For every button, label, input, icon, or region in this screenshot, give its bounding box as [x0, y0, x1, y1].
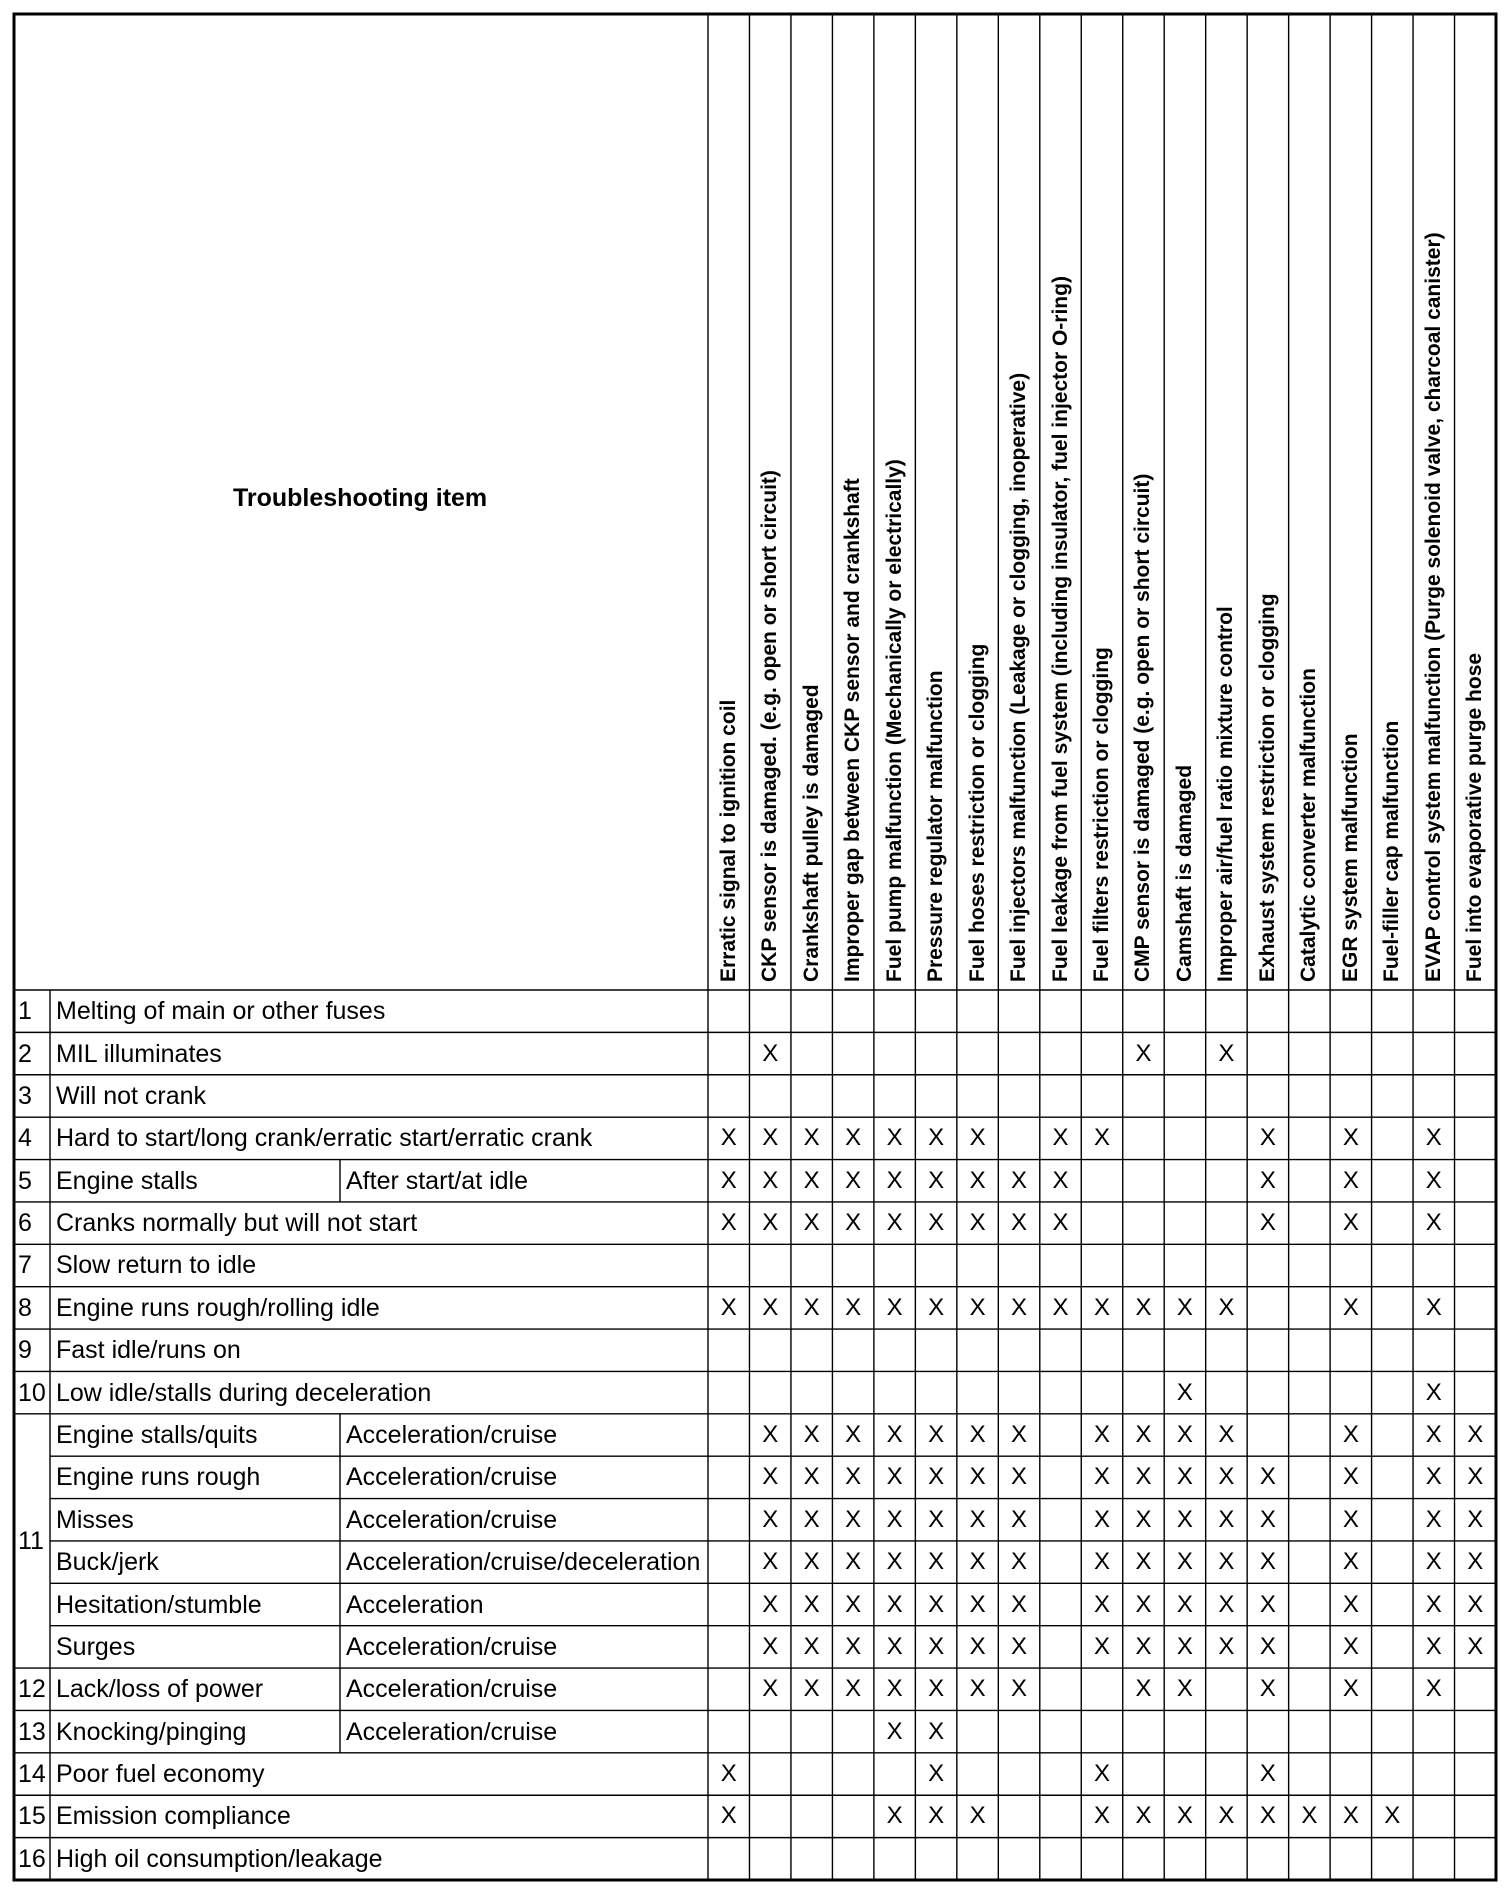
x-mark: X [1176, 1548, 1193, 1576]
x-mark: X [803, 1548, 820, 1576]
x-mark: X [886, 1548, 903, 1576]
x-mark: X [1425, 1124, 1442, 1152]
x-mark: X [886, 1632, 903, 1660]
x-mark: X [1011, 1209, 1028, 1237]
row-number: 4 [18, 1124, 32, 1153]
x-mark: X [720, 1166, 737, 1194]
x-mark: X [1425, 1378, 1442, 1406]
x-mark: X [1259, 1209, 1276, 1237]
x-mark: X [1301, 1802, 1318, 1830]
x-mark: X [1011, 1632, 1028, 1660]
x-mark: X [1467, 1463, 1484, 1491]
x-mark: X [1425, 1632, 1442, 1660]
x-mark: X [1011, 1548, 1028, 1576]
troubleshooting-item: Engine stalls/quits [56, 1421, 258, 1449]
column-header: Catalytic converter malfunction [1297, 668, 1321, 982]
x-mark: X [845, 1675, 862, 1703]
x-mark: X [969, 1802, 986, 1830]
troubleshooting-item: Low idle/stalls during deceleration [56, 1378, 432, 1407]
x-mark: X [1176, 1632, 1193, 1660]
condition: Acceleration/cruise/deceleration [346, 1548, 701, 1577]
x-mark: X [1259, 1463, 1276, 1491]
row-number: 5 [18, 1166, 32, 1195]
x-mark: X [1093, 1421, 1110, 1448]
column-header: Exhaust system restriction or clogging [1255, 593, 1279, 982]
x-mark: X [762, 1209, 779, 1237]
column-header: Fuel hoses restriction or clogging [965, 643, 989, 982]
x-mark: X [886, 1166, 903, 1194]
x-mark: X [1384, 1802, 1401, 1830]
x-mark: X [845, 1166, 862, 1194]
troubleshooting-item: Poor fuel economy [56, 1760, 265, 1789]
x-mark: X [1176, 1463, 1193, 1491]
x-mark: X [886, 1421, 903, 1448]
troubleshooting-item: Hesitation/stumble [56, 1590, 262, 1619]
column-header: EGR system malfunction [1338, 733, 1362, 982]
x-mark: X [969, 1632, 986, 1660]
x-mark: X [720, 1760, 737, 1788]
x-mark: X [803, 1166, 820, 1194]
column-header: Fuel into evaporative purge hose [1463, 652, 1487, 982]
x-mark: X [928, 1463, 945, 1491]
x-mark: X [1425, 1209, 1442, 1237]
x-mark: X [762, 1124, 779, 1152]
troubleshooting-item: High oil consumption/leakage [56, 1844, 383, 1873]
x-mark: X [1425, 1293, 1442, 1321]
x-mark: X [1342, 1632, 1359, 1660]
x-mark: X [969, 1675, 986, 1703]
row-number: 7 [18, 1251, 32, 1280]
troubleshooting-item: Slow return to idle [56, 1251, 257, 1280]
x-mark: X [969, 1505, 986, 1533]
x-mark: X [1218, 1039, 1235, 1067]
x-mark: X [1093, 1590, 1110, 1618]
x-mark: X [803, 1124, 820, 1152]
x-mark: X [803, 1505, 820, 1533]
row-number: 3 [18, 1081, 32, 1110]
column-header: Crankshaft pulley is damaged [799, 684, 823, 982]
x-mark: X [886, 1717, 903, 1745]
row-number: 1 [18, 997, 32, 1026]
x-mark: X [1218, 1802, 1235, 1830]
row-number: 12 [18, 1675, 46, 1704]
x-mark: X [1342, 1548, 1359, 1576]
x-mark: X [969, 1209, 986, 1237]
x-mark: X [1052, 1209, 1069, 1237]
x-mark: X [1259, 1505, 1276, 1533]
x-mark: X [1259, 1124, 1276, 1152]
x-mark: X [1467, 1590, 1484, 1618]
x-mark: X [969, 1166, 986, 1194]
x-mark: X [1093, 1632, 1110, 1660]
x-mark: X [886, 1675, 903, 1703]
x-mark: X [1011, 1463, 1028, 1491]
x-mark: X [1467, 1505, 1484, 1533]
column-header: Improper gap between CKP sensor and crankshaft [841, 478, 865, 982]
x-mark: X [1342, 1124, 1359, 1152]
column-header: CKP sensor is damaged. (e.g. open or short circuit) [758, 470, 782, 982]
x-mark: X [1093, 1505, 1110, 1533]
x-mark: X [1467, 1421, 1484, 1448]
x-mark: X [928, 1590, 945, 1618]
x-mark: X [886, 1293, 903, 1321]
x-mark: X [886, 1802, 903, 1830]
column-header: CMP sensor is damaged (e.g. open or short circuit) [1131, 473, 1155, 982]
x-mark: X [928, 1802, 945, 1830]
x-mark: X [1342, 1293, 1359, 1321]
x-mark: X [928, 1209, 945, 1237]
x-mark: X [803, 1209, 820, 1237]
x-mark: X [1259, 1760, 1276, 1788]
x-mark: X [1425, 1675, 1442, 1703]
row-number: 10 [18, 1378, 46, 1407]
x-mark: X [803, 1421, 820, 1448]
x-mark: X [1259, 1590, 1276, 1618]
condition: Acceleration/cruise [346, 1675, 558, 1704]
row-number: 6 [18, 1209, 32, 1238]
x-mark: X [762, 1039, 779, 1067]
x-mark: X [969, 1421, 986, 1448]
column-header: Fuel injectors malfunction (Leakage or clogging, inoperative) [1007, 372, 1031, 982]
x-mark: X [1342, 1421, 1359, 1448]
condition: Acceleration [346, 1590, 484, 1619]
row-number: 9 [18, 1336, 32, 1365]
x-mark: X [1176, 1421, 1193, 1448]
condition: Acceleration/cruise [346, 1632, 558, 1661]
x-mark: X [1425, 1421, 1442, 1448]
x-mark: X [1093, 1124, 1110, 1152]
troubleshooting-item: Surges [56, 1632, 136, 1661]
troubleshooting-item: Knocking/pinging [56, 1717, 247, 1746]
x-mark: X [845, 1463, 862, 1491]
column-header: Fuel leakage from fuel system (including insulator, fuel injector O-ring) [1048, 276, 1072, 982]
x-mark: X [886, 1209, 903, 1237]
x-mark: X [1093, 1802, 1110, 1830]
column-header: Camshaft is damaged [1172, 764, 1196, 982]
x-mark: X [1342, 1590, 1359, 1618]
x-mark: X [762, 1293, 779, 1321]
x-mark: X [1135, 1632, 1152, 1660]
row-number: 16 [18, 1844, 46, 1873]
x-mark: X [1342, 1209, 1359, 1237]
x-mark: X [762, 1675, 779, 1703]
x-mark: X [1467, 1632, 1484, 1660]
x-mark: X [803, 1675, 820, 1703]
x-mark: X [1259, 1632, 1276, 1660]
x-mark: X [720, 1124, 737, 1152]
x-mark: X [1011, 1293, 1028, 1321]
x-mark: X [1135, 1548, 1152, 1576]
x-mark: X [1218, 1632, 1235, 1660]
troubleshooting-item: Misses [56, 1505, 134, 1534]
x-mark: X [1011, 1166, 1028, 1194]
troubleshooting-item: Will not crank [56, 1081, 207, 1110]
x-mark: X [969, 1124, 986, 1152]
x-mark: X [1135, 1293, 1152, 1321]
troubleshooting-item: Engine stalls [56, 1166, 198, 1195]
column-header: EVAP control system malfunction (Purge solenoid valve, charcoal canister) [1421, 232, 1445, 982]
x-mark: X [1259, 1548, 1276, 1576]
condition: Acceleration/cruise [346, 1421, 558, 1449]
x-mark: X [1093, 1463, 1110, 1491]
x-mark: X [928, 1632, 945, 1660]
x-mark: X [1135, 1802, 1152, 1830]
x-mark: X [1135, 1590, 1152, 1618]
x-mark: X [1218, 1505, 1235, 1533]
x-mark: X [1052, 1293, 1069, 1321]
x-mark: X [845, 1632, 862, 1660]
x-mark: X [1135, 1463, 1152, 1491]
troubleshooting-item: Engine runs rough/rolling idle [56, 1293, 380, 1322]
row-number: 14 [18, 1760, 46, 1789]
x-mark: X [762, 1463, 779, 1491]
x-mark: X [1425, 1590, 1442, 1618]
troubleshooting-item: Engine runs rough [56, 1463, 261, 1492]
row-number: 13 [18, 1717, 46, 1746]
x-mark: X [1259, 1802, 1276, 1830]
x-mark: X [1218, 1548, 1235, 1576]
column-header: Improper air/fuel ratio mixture control [1214, 606, 1238, 982]
troubleshooting-item: Melting of main or other fuses [56, 997, 386, 1026]
table-title: Troubleshooting item [233, 484, 488, 512]
troubleshooting-item: Fast idle/runs on [56, 1336, 241, 1365]
x-mark: X [1425, 1548, 1442, 1576]
x-mark: X [1052, 1166, 1069, 1194]
x-mark: X [1093, 1293, 1110, 1321]
column-header: Pressure regulator malfunction [924, 670, 948, 982]
x-mark: X [1425, 1463, 1442, 1491]
x-mark: X [1259, 1166, 1276, 1194]
condition: Acceleration/cruise [346, 1463, 558, 1492]
troubleshooting-item: Buck/jerk [56, 1548, 159, 1577]
x-mark: X [720, 1209, 737, 1237]
x-mark: X [1342, 1463, 1359, 1491]
x-mark: X [762, 1166, 779, 1194]
x-mark: X [969, 1293, 986, 1321]
x-mark: X [1342, 1802, 1359, 1830]
x-mark: X [845, 1209, 862, 1237]
x-mark: X [928, 1505, 945, 1533]
x-mark: X [762, 1421, 779, 1448]
x-mark: X [1342, 1675, 1359, 1703]
x-mark: X [1176, 1590, 1193, 1618]
troubleshooting-item: Hard to start/long crank/erratic start/erratic crank [56, 1124, 593, 1153]
x-mark: X [845, 1421, 862, 1448]
x-mark: X [1218, 1293, 1235, 1321]
x-mark: X [928, 1675, 945, 1703]
x-mark: X [845, 1505, 862, 1533]
condition: Acceleration/cruise [346, 1505, 558, 1534]
x-mark: X [1176, 1293, 1193, 1321]
row-number: 11 [18, 1526, 44, 1555]
x-mark: X [1425, 1505, 1442, 1533]
column-header: Fuel pump malfunction (Mechanically or electrically) [882, 459, 906, 982]
x-mark: X [886, 1590, 903, 1618]
x-mark: X [845, 1548, 862, 1576]
x-mark: X [1135, 1039, 1152, 1067]
x-mark: X [762, 1505, 779, 1533]
x-mark: X [1425, 1166, 1442, 1194]
x-mark: X [1467, 1548, 1484, 1576]
x-mark: X [720, 1802, 737, 1830]
x-mark: X [803, 1632, 820, 1660]
x-mark: X [928, 1421, 945, 1448]
x-mark: X [1218, 1590, 1235, 1618]
x-mark: X [1135, 1421, 1152, 1448]
x-mark: X [928, 1717, 945, 1745]
x-mark: X [1135, 1675, 1152, 1703]
column-header: Fuel-filler cap malfunction [1380, 720, 1404, 982]
x-mark: X [1176, 1378, 1193, 1406]
x-mark: X [969, 1548, 986, 1576]
column-header: Erratic signal to ignition coil [716, 699, 740, 982]
x-mark: X [845, 1124, 862, 1152]
x-mark: X [969, 1463, 986, 1491]
x-mark: X [762, 1632, 779, 1660]
x-mark: X [762, 1548, 779, 1576]
x-mark: X [1093, 1548, 1110, 1576]
x-mark: X [1176, 1802, 1193, 1830]
x-mark: X [1259, 1675, 1276, 1703]
row-number: 8 [18, 1293, 32, 1322]
x-mark: X [845, 1590, 862, 1618]
troubleshooting-item: Lack/loss of power [56, 1675, 264, 1704]
x-mark: X [720, 1293, 737, 1321]
x-mark: X [928, 1124, 945, 1152]
column-header: Fuel filters restriction or clogging [1090, 647, 1113, 982]
x-mark: X [803, 1463, 820, 1491]
x-mark: X [886, 1505, 903, 1533]
x-mark: X [1011, 1421, 1028, 1448]
x-mark: X [1011, 1590, 1028, 1618]
x-mark: X [928, 1166, 945, 1194]
x-mark: X [886, 1463, 903, 1491]
x-mark: X [1176, 1675, 1193, 1703]
x-mark: X [1135, 1505, 1152, 1533]
x-mark: X [969, 1590, 986, 1618]
x-mark: X [1218, 1421, 1235, 1448]
x-mark: X [886, 1124, 903, 1152]
x-mark: X [928, 1293, 945, 1321]
x-mark: X [928, 1548, 945, 1576]
condition: After start/at idle [346, 1166, 529, 1195]
x-mark: X [1342, 1505, 1359, 1533]
troubleshooting-item: MIL illuminates [56, 1039, 222, 1068]
x-mark: X [762, 1590, 779, 1618]
row-number: 15 [18, 1802, 46, 1831]
troubleshooting-item: Cranks normally but will not start [56, 1209, 418, 1238]
x-mark: X [1176, 1505, 1193, 1533]
x-mark: X [1342, 1166, 1359, 1194]
x-mark: X [1218, 1463, 1235, 1491]
x-mark: X [1052, 1124, 1069, 1152]
x-mark: X [1011, 1505, 1028, 1533]
x-mark: X [845, 1293, 862, 1321]
x-mark: X [1011, 1675, 1028, 1703]
row-number: 2 [18, 1039, 32, 1068]
x-mark: X [1093, 1760, 1110, 1788]
x-mark: X [803, 1590, 820, 1618]
x-mark: X [803, 1293, 820, 1321]
x-mark: X [928, 1760, 945, 1788]
troubleshooting-item: Emission compliance [56, 1802, 291, 1831]
condition: Acceleration/cruise [346, 1717, 558, 1746]
